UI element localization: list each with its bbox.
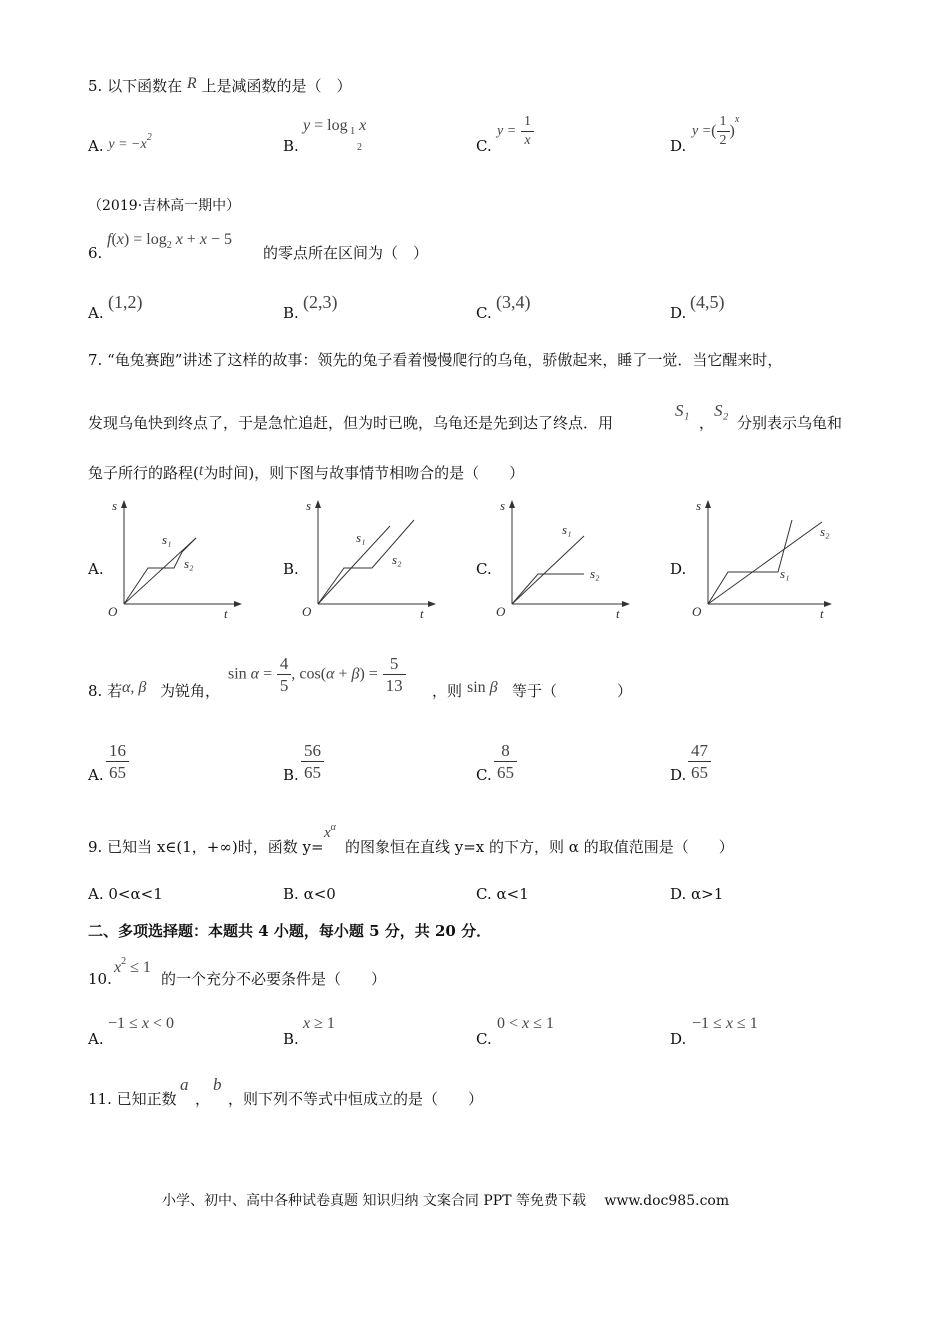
q7-graph-c <box>488 496 638 620</box>
q9-power: $x^\alpha$ <box>324 822 336 841</box>
q8-stem-a: 8. 若 <box>88 682 123 700</box>
q7-line2-end: 分别表示乌龟和 <box>737 414 843 432</box>
curve-s2-label: s₂ <box>820 524 830 539</box>
axis-s-label: s <box>500 498 506 513</box>
q7-graph-b-label: B. <box>283 560 299 578</box>
q9-stem-b: 的图象恒在直线 y=x 的下方，则 α 的取值范围是（ ） <box>345 838 734 856</box>
q8-option-c: C. <box>476 766 492 784</box>
q7-line1: 7. “龟兔赛跑”讲述了这样的故事：领先的兔子看着慢慢爬行的乌龟，骄傲起来，睡了一觉．当它醒来时， <box>88 351 783 369</box>
q6-option-c-expr: (3,4) <box>496 292 531 312</box>
curve-s1-label: s₁ <box>162 532 172 547</box>
origin-label: O <box>496 604 506 619</box>
q10-option-a: A. <box>88 1030 104 1048</box>
q6-func: $f(x) = \log_2 x + x - 5$ <box>107 231 232 251</box>
q7-s1: S₁ <box>675 401 690 420</box>
q8-stem-b: 为锐角， <box>160 682 221 700</box>
curve-s2-label: s₂ <box>392 552 402 567</box>
axis-s-label: s <box>696 498 702 513</box>
q7-graph-b <box>294 496 444 620</box>
q11-var-a: a <box>180 1075 189 1094</box>
y-axis-arrow <box>315 500 321 508</box>
curve-s1 <box>708 520 792 604</box>
x-axis-arrow <box>622 601 630 607</box>
curve-s1-label: s₁ <box>356 530 366 545</box>
q8-target: sin β <box>467 679 498 696</box>
q7-graph-d <box>684 496 840 620</box>
q6-option-a: A. <box>88 304 104 322</box>
q5-option-b: B. <box>283 137 299 155</box>
x-axis-arrow <box>234 601 242 607</box>
q7-s2: S₂ <box>714 401 729 420</box>
q7-sep: ， <box>699 414 715 432</box>
q6-stem-end: 的零点所在区间为（ ） <box>263 244 429 262</box>
q11-sep: ， <box>195 1090 211 1108</box>
q10-option-c-expr: 0 < x ≤ 1 <box>497 1015 554 1032</box>
q10-option-a-expr: −1 ≤ x < 0 <box>108 1015 174 1032</box>
q9-option-d: D. α>1 <box>670 885 724 903</box>
q7-line2: 发现乌龟快到终点了，于是急忙追赶，但为时已晚，乌龟还是先到达了终点．用 <box>88 414 614 432</box>
y-axis-arrow <box>121 500 127 508</box>
q10-option-d: D. <box>670 1030 687 1048</box>
q5-option-c-expr: y = $\frac{1}{x}$ <box>497 115 534 148</box>
q5-option-d-expr: y =( $\frac{1}{2}$ )$^x$ <box>692 113 740 148</box>
q5-option-c: C. <box>476 137 492 155</box>
q9-option-c: C. α<1 <box>476 885 529 903</box>
q8-option-c-frac: $\frac{8}{65}$ <box>494 742 517 781</box>
q6-option-b-expr: (2,3) <box>303 292 338 312</box>
axis-s-label: s <box>306 498 312 513</box>
x-axis-arrow <box>824 601 832 607</box>
section-2-heading: 二、多项选择题：本题共 4 小题，每小题 5 分，共 20 分． <box>88 922 492 940</box>
q8-option-d: D. <box>670 766 687 784</box>
q8-option-a-frac: $\frac{16}{65}$ <box>106 742 129 781</box>
q8-option-d-frac: $\frac{47}{65}$ <box>688 742 711 781</box>
q10-option-c: C. <box>476 1030 492 1048</box>
q7-line3: 兔子所行的路程(t为时间)，则下图与故事情节相吻合的是（ ） <box>88 462 525 482</box>
curve-s1 <box>124 538 196 604</box>
q9-stem-a: 9. 已知当 x∈(1，+∞)时，函数 y= <box>88 838 324 856</box>
x-axis-arrow <box>428 601 436 607</box>
q8-condition: sin α = $\frac{4}{5}$ , cos(α + β) = $\frac{5}{13}$ <box>228 655 406 694</box>
axis-t-label: t <box>616 606 620 620</box>
origin-label: O <box>692 604 702 619</box>
q5-option-b-expr: y = log $_1$ x <box>303 117 367 137</box>
q6-source: （2019·吉林高一期中） <box>88 198 241 214</box>
curve-s2 <box>512 574 584 604</box>
q6-option-d: D. <box>670 304 687 322</box>
q7-graph-a-label: A. <box>88 560 104 578</box>
q7-graph-d-label: D. <box>670 560 687 578</box>
origin-label: O <box>302 604 312 619</box>
q8-option-b-frac: $\frac{56}{65}$ <box>301 742 324 781</box>
curve-s1-label: s₁ <box>562 522 572 537</box>
q5-option-d: D. <box>670 137 687 155</box>
q7-graph-a <box>100 496 250 620</box>
q5-stem: 5. 以下函数在 R 上是减函数的是（ ） <box>88 75 352 95</box>
q8-vars: α, β <box>122 679 147 696</box>
q6-option-a-expr: (1,2) <box>108 292 143 312</box>
curve-s1-label: s₁ <box>780 566 790 581</box>
q8-option-b: B. <box>283 766 299 784</box>
q8-option-a: A. <box>88 766 104 784</box>
q6-number: 6. <box>88 244 103 262</box>
axis-t-label: t <box>224 606 228 620</box>
curve-s2-label: s₂ <box>184 556 194 571</box>
q10-option-b-expr: x ≥ 1 <box>303 1015 335 1032</box>
q6-option-d-expr: (4,5) <box>690 292 725 312</box>
q8-stem-d: 等于（ ） <box>512 682 633 700</box>
curve-s1 <box>512 536 584 604</box>
axis-s-label: s <box>112 498 118 513</box>
curve-s2 <box>708 522 822 604</box>
y-axis-arrow <box>705 500 711 508</box>
page-footer: 小学、初中、高中各种试卷真题 知识归纳 文案合同 PPT 等免费下载 www.doc985.com <box>162 1193 730 1209</box>
q10-stem-end: 的一个充分不必要条件是（ ） <box>161 970 387 988</box>
axis-t-label: t <box>820 606 824 620</box>
q11-var-b: b <box>213 1075 222 1094</box>
q11-stem-a: 11. 已知正数 <box>88 1090 177 1108</box>
q10-option-b: B. <box>283 1030 299 1048</box>
q8-stem-c: ，则 <box>432 682 463 700</box>
q10-condition: $x^2 \le 1$ <box>114 956 151 976</box>
q5-option-b-base: 2 <box>357 142 362 153</box>
q10-number: 10. <box>88 970 112 988</box>
q6-option-b: B. <box>283 304 299 322</box>
q7-graph-c-label: C. <box>476 560 492 578</box>
q11-stem-b: ，则下列不等式中恒成立的是（ ） <box>228 1090 484 1108</box>
curve-s2-label: s₂ <box>590 566 600 581</box>
q9-option-b: B. α<0 <box>283 885 336 903</box>
axis-t-label: t <box>420 606 424 620</box>
curve-s1 <box>318 526 390 604</box>
q6-option-c: C. <box>476 304 492 322</box>
q5-option-a: A. $y = -x^2$ <box>88 132 152 155</box>
q9-option-a: A. 0<α<1 <box>88 885 163 903</box>
origin-label: O <box>108 604 118 619</box>
y-axis-arrow <box>509 500 515 508</box>
q10-option-d-expr: −1 ≤ x ≤ 1 <box>692 1015 758 1032</box>
